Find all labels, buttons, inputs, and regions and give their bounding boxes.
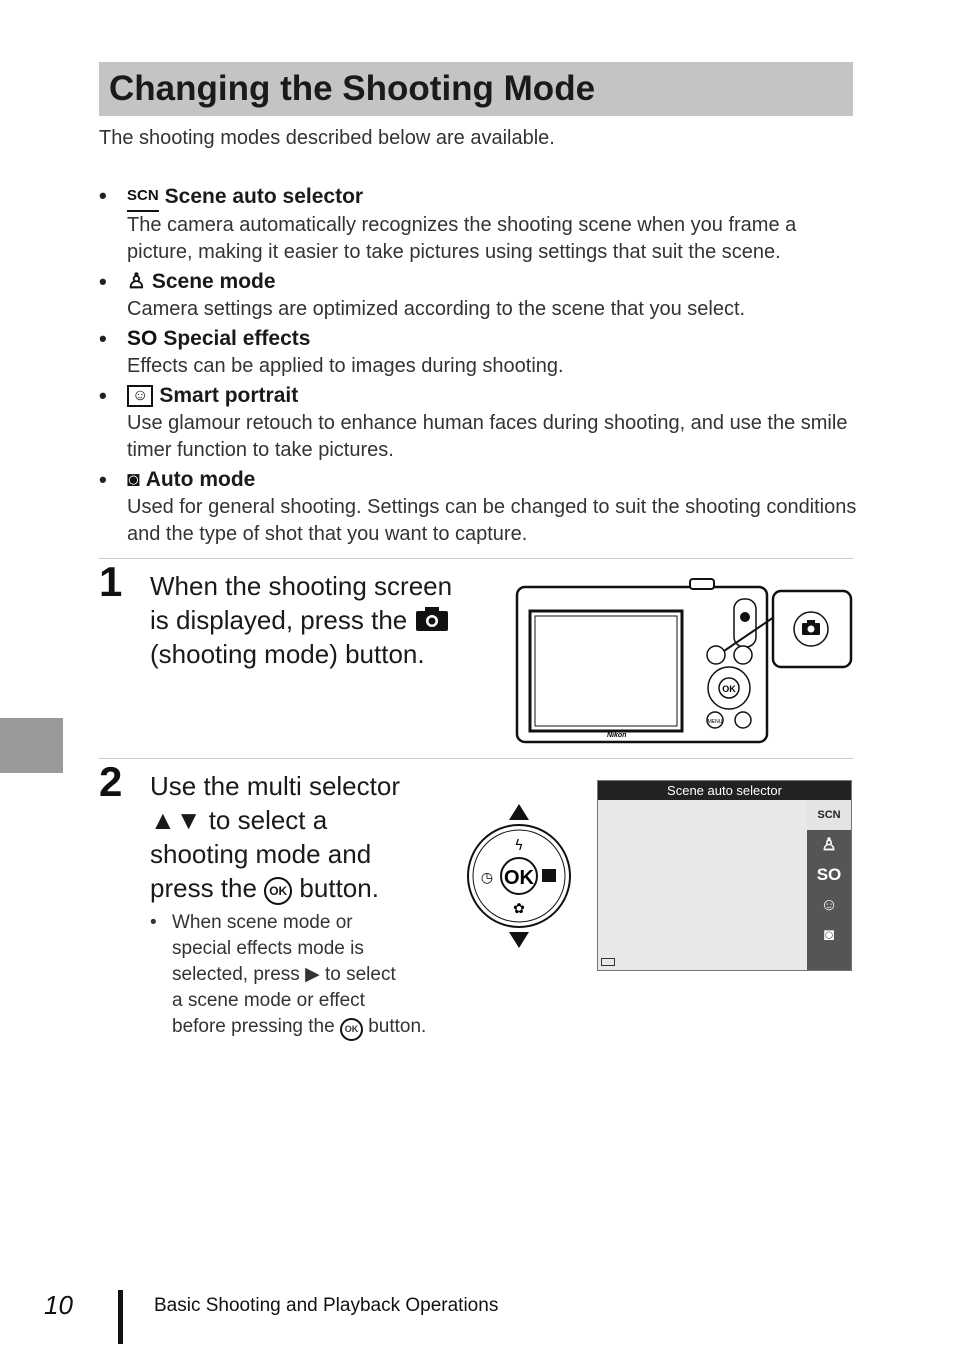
step-divider (99, 758, 853, 759)
step-fragment: is displayed, press the (150, 605, 408, 635)
step-line (150, 803, 450, 837)
note-line: special effects mode is (172, 938, 364, 959)
note-fragment: selected, press (172, 964, 300, 985)
intro-text: The shooting modes described below are available. (99, 127, 555, 149)
page-number: 10 (44, 1290, 73, 1320)
step2-note: • When scene mode or special effects mode is selected, press ▶ to select a scene mode or effect before pressing the OK button. (150, 910, 450, 1041)
footer-divider (118, 1290, 123, 1344)
menu-label: MENU (707, 719, 723, 725)
step-line: (shooting mode) button. (150, 639, 425, 669)
special-effects-icon[interactable]: SO (816, 865, 842, 884)
camera-icon (414, 605, 450, 633)
mode-name: Scene auto selector (164, 185, 364, 208)
mode-list (99, 182, 859, 550)
camera-menu-screen (597, 780, 852, 971)
step-number: 1 (99, 558, 123, 605)
page-title: Changing the Shooting Mode (109, 69, 596, 108)
note-line (172, 1014, 450, 1041)
step-number: 2 (99, 758, 123, 805)
step-line (150, 603, 490, 637)
note-line: When scene mode or (172, 912, 353, 933)
mode-description: Used for general shooting. Settings can be changed to suit the shooting conditions and the type of shot that you want to capture. (127, 496, 857, 545)
mode-description: Camera settings are optimized according to the scene that you select. (127, 298, 746, 320)
right-arrow-icon: ▶ (305, 964, 320, 985)
step-fragment: button. (299, 873, 379, 903)
list-item: • ◙ Auto mode Used for general shooting. Settings can be changed to suit the shooting conditions and the type of shot that you want to capture. (99, 466, 859, 548)
mode-selector-column (807, 800, 851, 970)
note-line (172, 962, 450, 988)
list-item: • ♙ Scene mode Camera settings are optimized according to the scene that you select. (99, 268, 859, 323)
step1-text (150, 569, 490, 671)
auto-mode-icon[interactable]: ◙ (823, 925, 835, 944)
scene-auto-icon: SCN (127, 182, 159, 212)
mode-name: Scene mode (151, 270, 276, 293)
chapter-side-tab (0, 718, 63, 773)
smart-portrait-icon[interactable]: ☺ (820, 895, 838, 914)
exposure-icon (542, 869, 556, 882)
up-down-icon: ▲▼ (150, 805, 202, 835)
auto-mode-icon: ◙ (127, 468, 140, 491)
smart-portrait-icon: ☺ (127, 385, 153, 407)
mode-name: Auto mode (145, 468, 256, 491)
scene-mode-icon: ♙ (127, 270, 146, 293)
step-line: Use the multi selector (150, 771, 400, 801)
camera-back-illustration (512, 575, 854, 747)
scene-auto-icon[interactable]: SCN (807, 800, 851, 830)
mode-description: The camera automatically recognizes the shooting scene when you frame a picture, making it easier to take pictures using settings that suit the scene. (127, 214, 797, 263)
battery-icon (601, 958, 615, 966)
note-line: a scene mode or effect (172, 990, 365, 1011)
mode-description: Use glamour retouch to enhance human faces during shooting, and use the smile timer function to take pictures. (127, 412, 848, 461)
list-item: • SO Special effects Effects can be applied to images during shooting. (99, 325, 859, 380)
mode-name: Smart portrait (159, 384, 299, 407)
list-item: • SCN Scene auto selector The camera automatically recognizes the shooting scene when you frame a picture, making it easier to take pictures using settings that suit the scene. (99, 182, 859, 266)
step-line (150, 871, 450, 905)
ok-label: OK (722, 684, 736, 694)
screen-header: Scene auto selector (598, 781, 851, 800)
up-arrow-icon (509, 804, 529, 820)
title-bar (99, 62, 853, 116)
note-fragment: to select (324, 964, 396, 985)
special-effects-icon: SO (127, 327, 158, 350)
ok-button-icon: OK (264, 877, 292, 905)
list-item: • ☺ Smart portrait Use glamour retouch to enhance human faces during shooting, and use the smile timer function to take pictures. (99, 382, 859, 464)
mode-description: Effects can be applied to images during shooting. (127, 355, 564, 377)
step-fragment: to select a (208, 805, 328, 835)
note-fragment: button. (368, 1016, 427, 1037)
multi-selector-illustration (462, 800, 577, 950)
note-fragment: before pressing the (172, 1016, 335, 1037)
step-line: shooting mode and (150, 839, 372, 869)
step2-text (150, 769, 450, 905)
footer-section: Basic Shooting and Playback Operations (154, 1295, 499, 1316)
ok-button-icon: OK (340, 1018, 363, 1041)
step-line: When the shooting screen (150, 571, 453, 601)
down-arrow-icon (509, 932, 529, 948)
brand-label: Nikon (607, 732, 627, 739)
self-timer-icon: ◷ (480, 870, 494, 886)
step-divider (99, 558, 853, 559)
ok-label: OK (504, 867, 534, 889)
scene-mode-icon[interactable]: ♙ (821, 835, 837, 854)
macro-icon: ✿ (513, 901, 525, 917)
flash-icon: ϟ (514, 838, 524, 854)
step-fragment: press the (150, 873, 257, 903)
mode-name: Special effects (163, 327, 311, 350)
